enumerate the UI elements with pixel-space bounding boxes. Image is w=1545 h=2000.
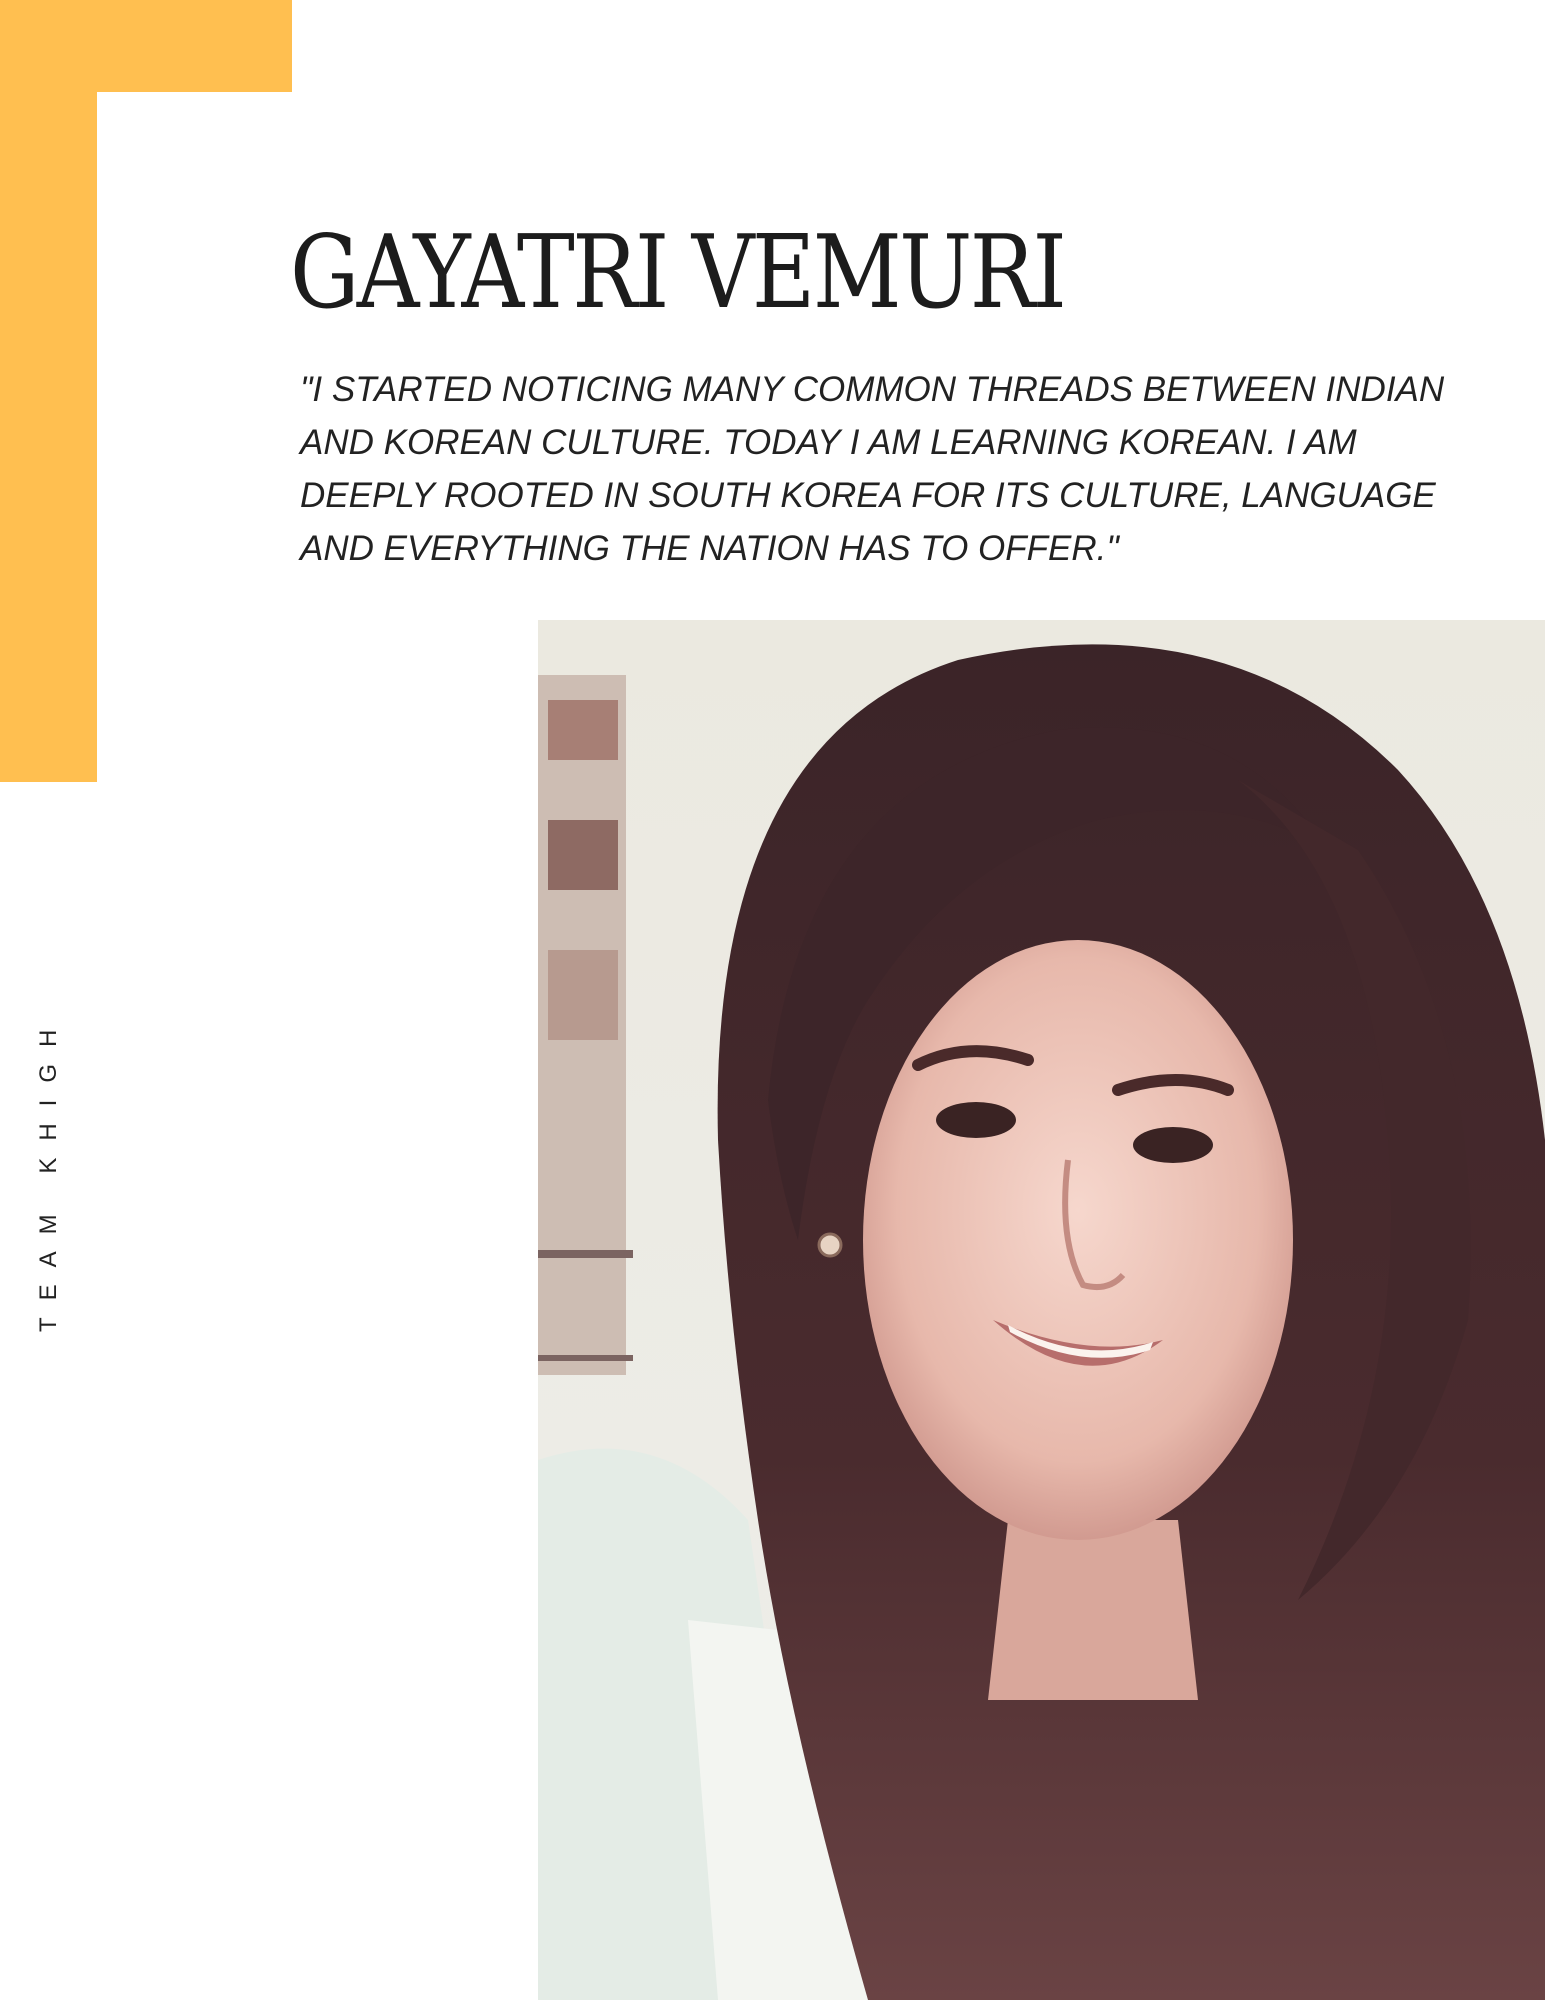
profile-quote: "I STARTED NOTICING MANY COMMON THREADS BETWEEN INDIAN AND KOREAN CULTURE. TODAY I AM LEARNING KOREAN. I AM DEEPLY ROOTED IN SOUTH KOREA FOR ITS CULTURE, LANGUAGE AND EVERYTHING THE NATION HAS TO OFFER."	[300, 370, 1445, 568]
profile-name: GAYATRI VEMURI	[290, 213, 1065, 331]
team-label: TEAM KHIGH	[35, 1012, 62, 1332]
accent-bar-side	[0, 0, 97, 782]
portrait-illustration	[538, 620, 1545, 2000]
side-label-container	[35, 1012, 75, 1332]
portrait-photo	[538, 620, 1545, 2000]
